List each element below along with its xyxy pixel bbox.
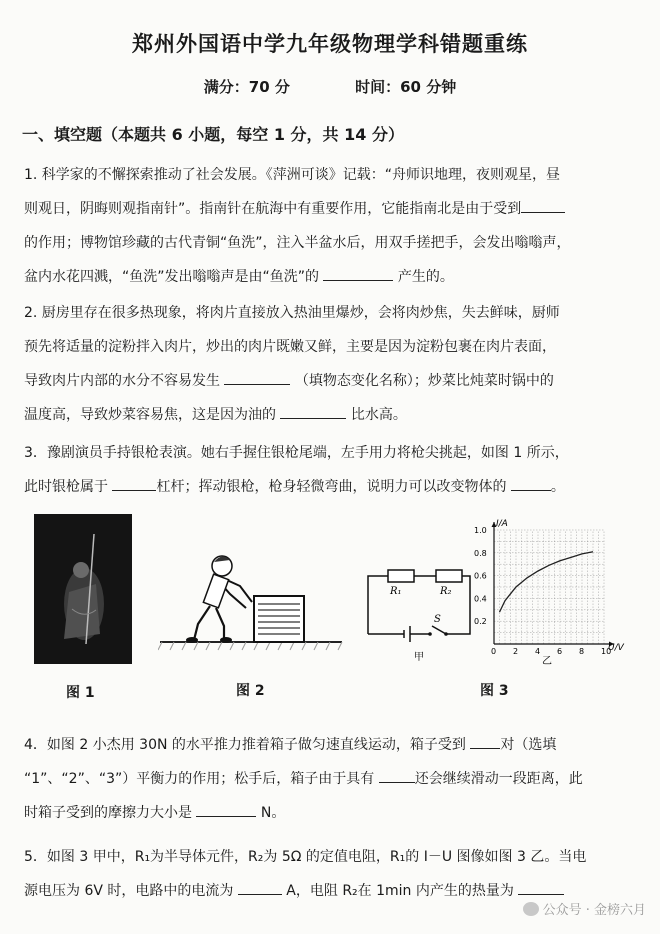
question-line: 温度高，导致炒菜容易焦，这是因为油的 比水高。 (24, 398, 636, 432)
figure-3-caption: 图 3 (480, 683, 509, 699)
iu-curve (500, 552, 594, 612)
figure-3-circuit (360, 560, 488, 670)
y-tick-label: 1.0 (474, 526, 487, 535)
question-4 (24, 728, 636, 830)
answer-blank[interactable] (224, 368, 290, 385)
exam-time: 时间：60 分钟 (355, 78, 457, 96)
question-line: 此时银枪属于 杠杆；挥动银枪，枪身轻微弯曲，说明力可以改变物体的 。 (24, 470, 636, 504)
y-tick-label: 0.2 (474, 617, 487, 627)
r1-label: R₁ (390, 586, 402, 597)
answer-blank[interactable] (323, 264, 393, 281)
x-tick-label: 6 (557, 647, 563, 656)
question-line: 时箱子受到的摩擦力大小是 N。 (24, 796, 636, 830)
question-line: 的作用；博物馆珍藏的古代青铜“鱼洗”，注入半盆水后，用双手搓把手，会发出嗡嗡声， (24, 235, 571, 251)
question-line: 则观日，阴晦则观指南针”。指南针在航海中有重要作用，它能指南北是由于受到 (24, 192, 636, 226)
figure-1-photo (34, 514, 132, 664)
performer-silhouette-icon (34, 514, 132, 664)
question-2 (24, 296, 636, 432)
chart-xlabel: U/V (608, 643, 624, 653)
graph-sub-label: 乙 (542, 656, 552, 667)
watermark (523, 899, 646, 918)
wechat-icon (523, 902, 539, 916)
boy-pushing-box-icon (158, 524, 344, 660)
circuit-sub-label: 甲 (414, 652, 424, 663)
r2-label: R₂ (440, 586, 452, 597)
question-5 (24, 840, 636, 908)
y-tick-label: 0.8 (474, 548, 487, 558)
answer-blank[interactable] (518, 878, 564, 895)
x-tick-label: 2 (513, 647, 519, 656)
answer-blank[interactable] (511, 474, 551, 491)
question-line: 2. 厨房里存在很多热现象，将肉片直接放入热油里爆炒，会将肉炒焦，失去鲜味，厨师 (24, 305, 560, 321)
answer-blank[interactable] (112, 474, 156, 491)
chart-axes (492, 522, 615, 647)
answer-blank[interactable] (280, 402, 346, 419)
question-line: 导致肉片内部的水分不容易发生 （填物态变化名称）；炒菜比炖菜时锅中的 (24, 364, 636, 398)
page-title: 郑州外国语中学九年级物理学科错题重练 (132, 32, 528, 56)
answer-blank[interactable] (470, 732, 500, 749)
figure-2-caption: 图 2 (236, 683, 265, 699)
answer-blank[interactable] (379, 766, 415, 783)
figure-3-graph (472, 514, 632, 674)
question-line: 1. 科学家的不懈探索推动了社会发展。《萍洲可谈》记载：“舟师识地理，夜则观星，昼 (24, 167, 561, 183)
answer-blank[interactable] (238, 878, 282, 895)
resistor-r1-icon (388, 570, 414, 582)
answer-blank[interactable] (521, 196, 565, 213)
switch-label: S (434, 614, 441, 625)
question-line: 5．如图 3 甲中，R₁为半导体元件，R₂为 5Ω 的定值电阻，R₁的 I－U 图像如图 3 乙。当电 (24, 849, 587, 865)
x-tick-label: 4 (535, 647, 541, 656)
exam-meta (0, 76, 660, 97)
switch-icon (432, 626, 446, 634)
x-tick-label: 10 (601, 647, 612, 656)
question-line: “1”、“2”、“3”）平衡力的作用；松手后，箱子由于具有 还会继续滑动一段距离，此 (24, 762, 636, 796)
answer-blank[interactable] (196, 800, 256, 817)
full-score: 满分：70 分 (203, 78, 290, 96)
section-heading: 一、填空题（本题共 6 小题，每空 1 分，共 14 分） (22, 125, 404, 144)
x-tick-label: 0 (491, 647, 497, 656)
figure-1-caption: 图 1 (66, 685, 95, 701)
chart-grid (494, 530, 604, 644)
resistor-r2-icon (436, 570, 462, 582)
question-line: 4．如图 2 小杰用 30N 的水平推力推着箱子做匀速直线运动，箱子受到 对（选填 (24, 728, 636, 762)
question-3 (24, 436, 636, 504)
question-line: 盆内水花四溅，“鱼洗”发出嗡嗡声是由“鱼洗”的 产生的。 (24, 260, 636, 294)
y-tick-label: 0.6 (474, 571, 487, 581)
question-line: 源电压为 6V 时，电路中的电流为 A，电阻 R₂在 1min 内产生的热量为 (24, 874, 636, 908)
x-tick-label: 8 (579, 647, 585, 656)
chart-ylabel: I/A (496, 519, 508, 529)
y-tick-label: 0.4 (474, 594, 487, 604)
figure-2-drawing (158, 524, 344, 660)
watermark-text: 公众号 · 金榜六月 (542, 903, 646, 918)
question-line: 预先将适量的淀粉拌入肉片，炒出的肉片既嫩又鲜，主要是因为淀粉包裹在肉片表面， (24, 339, 556, 355)
question-line: 3．豫剧演员手持银枪表演。她右手握住银枪尾端，左手用力将枪尖挑起，如图 1 所示， (24, 445, 569, 461)
question-1 (24, 158, 636, 294)
